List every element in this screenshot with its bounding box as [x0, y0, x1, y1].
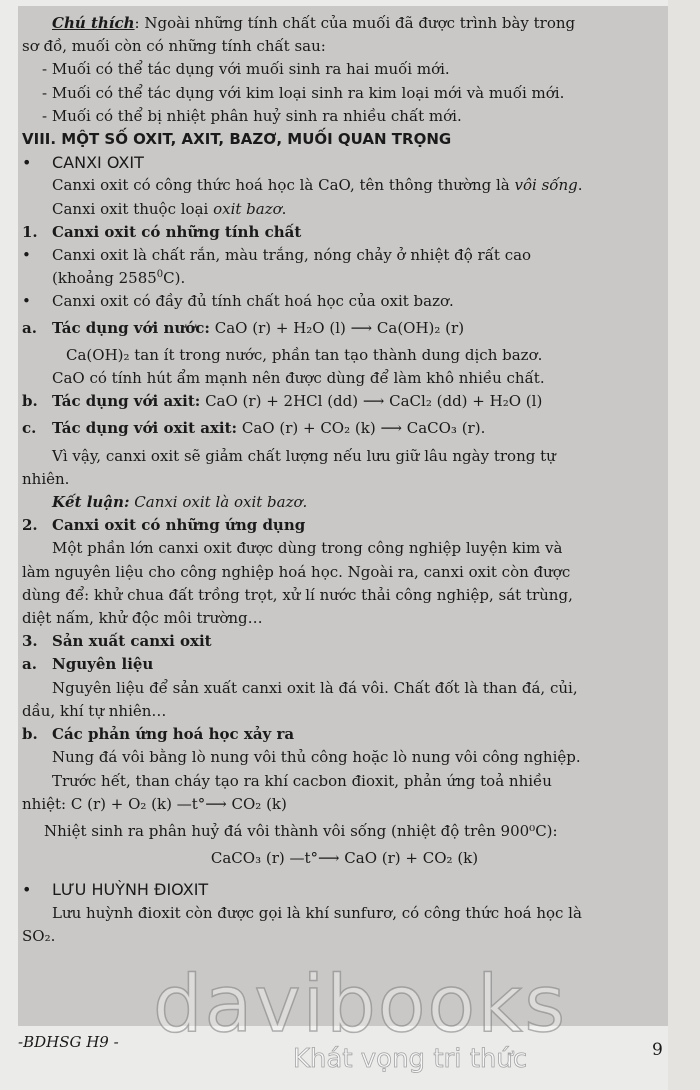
subsection-title: Canxi oxit có những tính chất	[52, 222, 302, 241]
paragraph-line: Một phần lớn canxi oxit được dùng trong công nghiệp luyện kim và	[52, 539, 563, 558]
item-label: a.	[22, 318, 37, 337]
note-item: - Muối có thể tác dụng với muối sinh ra hai muối mới.	[42, 60, 450, 79]
item-title: Các phản ứng hoá học xảy ra	[52, 725, 295, 744]
page-number: 9	[652, 1040, 663, 1060]
paragraph-line: Lưu huỳnh đioxit còn được gọi là khí sunfurơ, có công thức hoá học là	[52, 903, 582, 922]
watermark-slogan: Khát vọng tri thức	[292, 1044, 528, 1074]
so2-heading-line	[22, 878, 667, 901]
text-italic: oxit bazơ	[213, 199, 282, 218]
paragraph-line: Nung đá vôi bằng lò nung vôi thủ công hoặc lò nung vôi công nghiệp.	[52, 748, 581, 767]
bullet-icon: •	[22, 153, 32, 173]
bullet-icon: •	[22, 292, 31, 311]
so2-heading: LƯU HUỲNH ĐIOXIT	[52, 880, 209, 900]
conclusion-text: Canxi oxit là oxit bazơ.	[129, 493, 308, 512]
watermark-brand: davibooks	[153, 960, 567, 1050]
item-label: c.	[22, 419, 37, 438]
item-title: Tác dụng với axit:	[52, 392, 201, 411]
cao-intro-2	[22, 198, 667, 221]
paragraph-line: diệt nấm, khử độc môi trường…	[22, 609, 263, 628]
bullet-icon: •	[22, 246, 31, 265]
paragraph-line: dầu, khí tự nhiên…	[22, 701, 167, 720]
subsection-3b-heading	[22, 723, 667, 746]
section-title: VIII. MỘT SỐ OXIT, AXIT, BAZƠ, MUỐI QUAN TRỌNG	[22, 130, 452, 149]
superscript: 0	[156, 269, 164, 281]
paragraph-line: Trước hết, than cháy tạo ra khí cacbon đioxit, phản ứng toả nhiều	[52, 771, 552, 790]
note-text: : Ngoài những tính chất của muối đã được trình bày trong	[134, 14, 576, 32]
text: Canxi oxit có công thức hoá học là CaO, tên thông thường là	[52, 176, 515, 195]
item-title: Tác dụng với oxit axit:	[52, 419, 238, 438]
text: Canxi oxit thuộc loại	[52, 199, 214, 218]
note-line	[22, 12, 667, 35]
bullet-line	[22, 290, 667, 313]
property-c-line-3: nhiên.	[22, 469, 70, 488]
conclusion	[22, 491, 667, 514]
note-label: Chú thích	[52, 14, 135, 32]
bullet-icon: •	[22, 880, 32, 900]
text: .	[281, 199, 287, 218]
footer-left: -BDHSG H9 -	[18, 1033, 119, 1051]
paragraph-line: làm nguyên liệu cho công nghiệp hoá học. Ngoài ra, canxi oxit còn được	[22, 562, 571, 581]
subsection-3a-heading	[22, 653, 667, 676]
subsection-2-heading	[22, 514, 667, 537]
item-label: b.	[22, 392, 38, 411]
subsection-number: 2.	[22, 516, 38, 535]
bullet-line	[22, 244, 667, 267]
equation: CaO (r) + CO₂ (k) ⟶ CaCO₃ (r).	[241, 419, 486, 438]
text-italic: vôi sống	[514, 176, 578, 195]
conclusion-label: Kết luận:	[52, 493, 130, 512]
bullet-text: Canxi oxit là chất rắn, màu trắng, nóng chảy ở nhiệt độ rất cao	[52, 246, 532, 265]
text: C).	[163, 269, 186, 288]
page-edge	[668, 0, 700, 1090]
paragraph-line: SO₂.	[22, 926, 56, 945]
note-item: - Muối có thể tác dụng với kim loại sinh ra kim loại mới và muối mới.	[42, 83, 565, 102]
item-title: Tác dụng với nước:	[52, 318, 210, 337]
property-a-line-2: Ca(OH)₂ tan ít trong nước, phần tan tạo thành dung dịch bazơ.	[66, 345, 543, 364]
property-c-line-2: Vì vậy, canxi oxit sẽ giảm chất lượng nếu lưu giữ lâu ngày trong tự	[52, 446, 556, 465]
text: .	[577, 176, 583, 195]
item-label: b.	[22, 725, 38, 744]
cao-heading: CANXI OXIT	[52, 153, 144, 173]
subsection-3-heading	[22, 630, 667, 653]
property-a	[22, 317, 667, 340]
paragraph-line: nhiệt: C (r) + O₂ (k) —t°⟶ CO₂ (k)	[22, 794, 287, 813]
subsection-title: Canxi oxit có những ứng dụng	[52, 516, 306, 535]
note-item: - Muối có thể bị nhiệt phân huỷ sinh ra nhiều chất mới.	[42, 106, 462, 125]
subsection-1-heading	[22, 221, 667, 244]
subsection-title: Sản xuất canxi oxit	[52, 632, 212, 651]
paragraph-line: Nhiệt sinh ra phân huỷ đá vôi thành vôi sống (nhiệt độ trên 900⁰C):	[44, 821, 558, 840]
equation: CaO (r) + H₂O (l) ⟶ Ca(OH)₂ (r)	[214, 318, 465, 337]
bullet-text: Canxi oxit có đầy đủ tính chất hoá học của oxit bazơ.	[52, 292, 454, 311]
cao-intro-1	[22, 174, 667, 197]
cao-heading-line	[22, 151, 667, 174]
bullet-continuation	[22, 267, 667, 290]
equation-centered: CaCO₃ (r) —t°⟶ CaO (r) + CO₂ (k)	[210, 849, 479, 868]
paragraph-line: dùng để: khử chua đất trồng trọt, xử lí nước thải công nghiệp, sát trùng,	[22, 585, 573, 604]
text: (khoảng 2585	[52, 269, 157, 288]
content	[22, 12, 667, 948]
equation: CaO (r) + 2HCl (dd) ⟶ CaCl₂ (dd) + H₂O (l)	[205, 392, 543, 411]
paragraph-line: Nguyên liệu để sản xuất canxi oxit là đá vôi. Chất đốt là than đá, củi,	[52, 678, 578, 697]
property-b	[22, 390, 667, 413]
property-c	[22, 417, 667, 440]
item-label: a.	[22, 655, 37, 674]
property-a-line-3: CaO có tính hút ẩm mạnh nên được dùng để làm khô nhiều chất.	[52, 369, 545, 388]
note-line-2: sơ đồ, muối còn có những tính chất sau:	[22, 37, 326, 56]
subsection-number: 1.	[22, 222, 38, 241]
item-title: Nguyên liệu	[52, 655, 154, 674]
subsection-number: 3.	[22, 632, 38, 651]
